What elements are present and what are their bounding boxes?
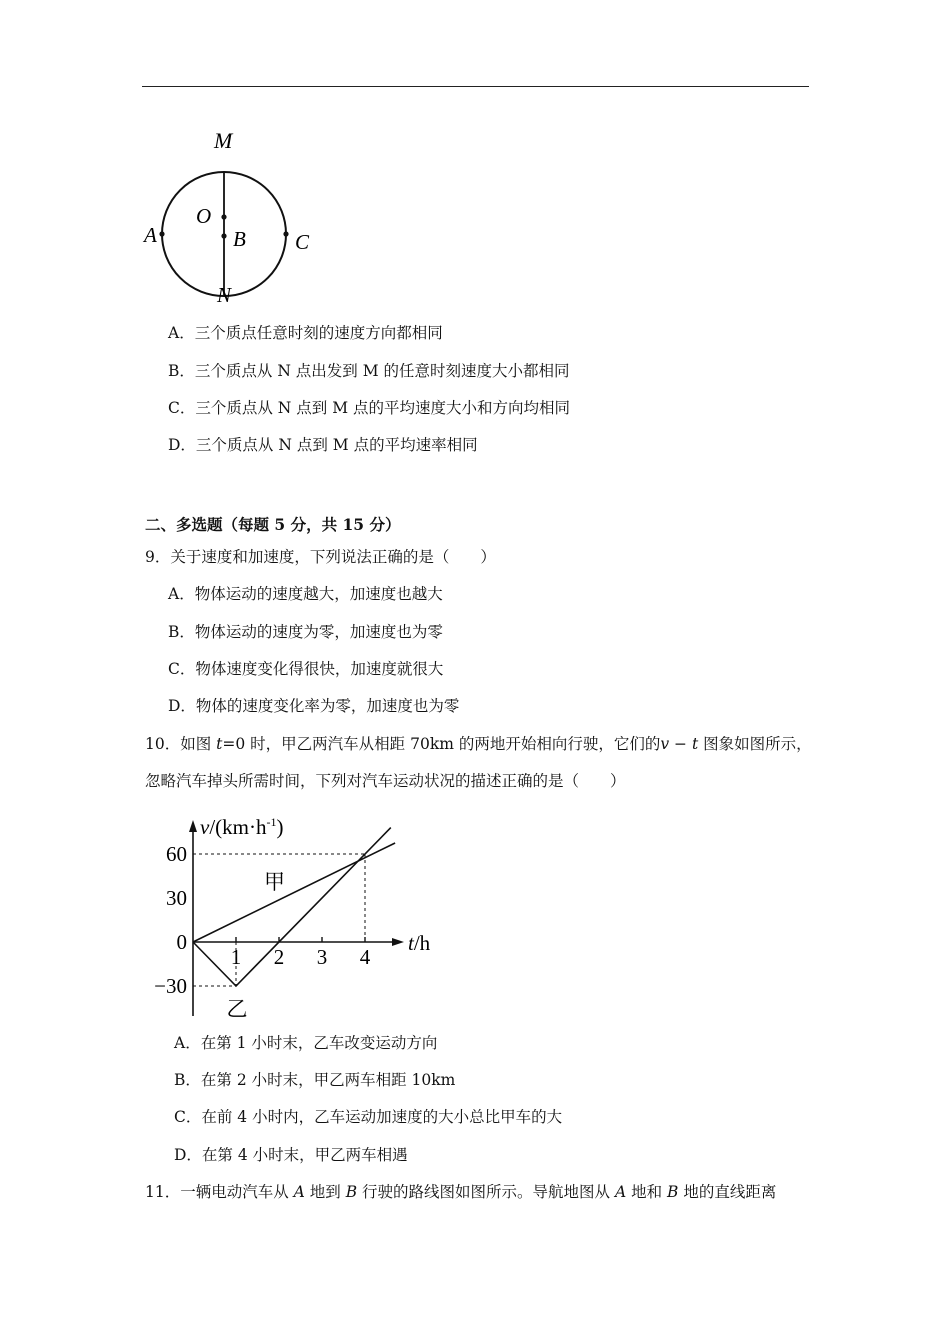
q10-stem-t: t — [216, 735, 223, 753]
y-tick-label: 30 — [166, 886, 187, 910]
q9-option-d: D．物体的速度变化率为零，加速度也为零 — [168, 697, 460, 715]
y-axis-label-exp: -1 — [266, 815, 277, 829]
annotation-jia: 甲 — [263, 870, 285, 895]
circle-figure — [140, 125, 340, 310]
q10-option-c: C．在前 4 小时内，乙车运动加速度的大小总比甲车的大 — [174, 1108, 563, 1126]
label-c: C — [295, 230, 310, 254]
y-axis-label-close: ) — [276, 815, 284, 839]
annotation-yi: 乙 — [226, 997, 248, 1021]
label-n: N — [217, 283, 232, 307]
x-tick-label: 2 — [273, 945, 285, 969]
label-a: A — [144, 223, 157, 247]
q8-option-d: D．三个质点从 N 点到 M 点的平均速率相同 — [168, 436, 478, 454]
q11-stem-suffix: 地的直线距离 — [678, 1183, 777, 1201]
x-tick-label: 1 — [230, 945, 242, 969]
q9-option-c: C．物体速度变化得很快，加速度就很大 — [168, 660, 444, 678]
x-axis-label: t/h — [408, 931, 431, 955]
q10-stem-line2: 忽略汽车掉头所需时间，下列对汽车运动状况的描述正确的是（ ） — [145, 772, 626, 790]
q10-option-a: A．在第 1 小时末，乙车改变运动方向 — [174, 1034, 438, 1052]
q11-stem-b: B — [345, 1183, 358, 1201]
q8-option-a: A．三个质点任意时刻的速度方向都相同 — [168, 324, 443, 342]
section-heading: 二、多选题（每题 5 分，共 15 分） — [145, 515, 401, 534]
q8-option-c: C．三个质点从 N 点到 M 点的平均速度大小和方向均相同 — [168, 399, 571, 417]
label-m: M — [214, 128, 233, 153]
q10-option-d: D．在第 4 小时末，甲乙两车相遇 — [174, 1146, 408, 1164]
q11-stem-b2: B — [667, 1183, 679, 1201]
q10-stem-mid: =0 时，甲乙两汽车从相距 70km 的两地开始相向行驶，它们的 — [222, 735, 661, 753]
q11-stem-a2: A — [614, 1183, 627, 1201]
y-axis-label — [200, 815, 283, 839]
q9-option-b: B．物体运动的速度为零，加速度也为零 — [168, 623, 443, 641]
label-o: O — [196, 204, 212, 228]
point-a — [159, 231, 164, 236]
point-o — [221, 214, 226, 219]
q11-stem-mid2: 行驶的路线图如图所示。导航地图从 — [357, 1183, 615, 1201]
q9-stem: 9．关于速度和加速度，下列说法正确的是（ ） — [145, 548, 496, 566]
y-tick-label: −30 — [154, 974, 187, 998]
point-c — [283, 231, 288, 236]
q11-stem-a: A — [293, 1183, 305, 1201]
q11-stem-prefix: 11．一辆电动汽车从 — [145, 1183, 294, 1201]
x-axis-arrow — [392, 938, 404, 946]
point-b — [221, 233, 226, 238]
y-axis-arrow — [189, 820, 197, 832]
y-axis-label-v: v — [200, 815, 210, 839]
y-tick-label: 0 — [176, 930, 187, 954]
q10-stem-dash: − — [669, 735, 692, 753]
y-tick-label: 60 — [166, 842, 187, 866]
vt-chart — [140, 808, 450, 1023]
label-b: B — [233, 227, 246, 251]
q10-option-b: B．在第 2 小时末，甲乙两车相距 10km — [174, 1071, 456, 1089]
header-rule — [142, 86, 809, 87]
y-axis-label-unit: /(km·h — [209, 815, 267, 839]
q11-stem-mid: 地到 — [304, 1183, 346, 1201]
x-tick-label: 4 — [359, 945, 371, 969]
q11-stem — [145, 1182, 776, 1202]
q10-stem-line1 — [145, 734, 812, 754]
q11-stem-mid3: 地和 — [626, 1183, 668, 1201]
q10-stem-prefix: 10．如图 — [145, 735, 217, 753]
q10-stem-t2: t — [691, 735, 699, 753]
q9-option-a: A．物体运动的速度越大，加速度也越大 — [168, 585, 443, 603]
x-tick-label: 3 — [316, 945, 328, 969]
q10-stem-suffix: 图象如图所示， — [698, 735, 812, 753]
q8-option-b: B．三个质点从 N 点出发到 M 的任意时刻速度大小都相同 — [168, 362, 570, 380]
q10-stem-v: v — [660, 735, 670, 753]
